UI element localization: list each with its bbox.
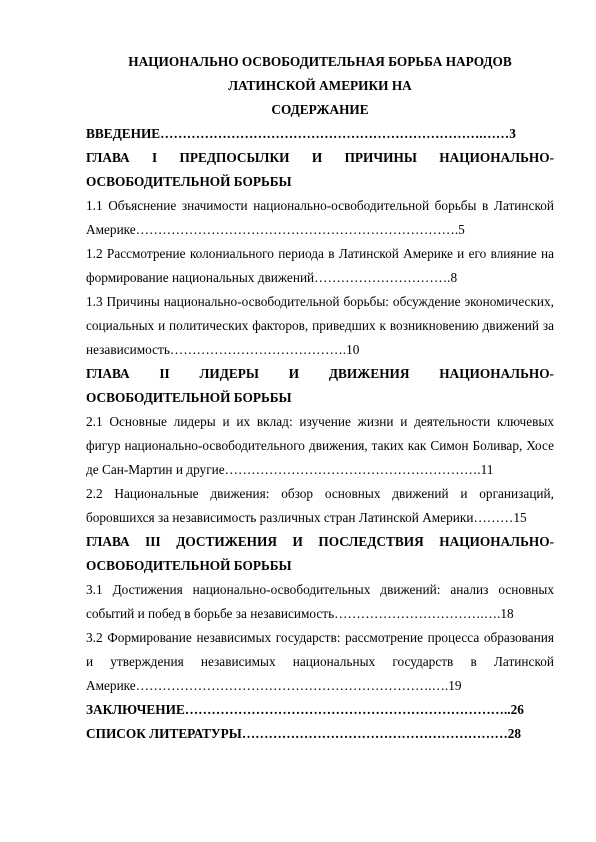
toc-entry-2-1: 2.1 Основные лидеры и их вклад: изучение жизни и деятельности ключевых фигур национально-освободительного движения, таких как Симон Боливар, Хосе де Сан-Мартин и другие………………………………………………….11 [86, 414, 554, 477]
document-title-line-1: НАЦИОНАЛЬНО ОСВОБОДИТЕЛЬНАЯ БОРЬБА НАРОДОВ [128, 54, 512, 69]
toc-entry-2-2: 2.2 Национальные движения: обзор основных движений и организаций, боровшихся за независимость различных стран Латинской Америки………15 [86, 486, 554, 525]
toc-entry-introduction: ВВЕДЕНИЕ……………………………………………………………….……3 [86, 126, 516, 141]
toc-entry-chapter-1: ГЛАВА I ПРЕДПОСЫЛКИ И ПРИЧИНЫ НАЦИОНАЛЬНО-ОСВОБОДИТЕЛЬНОЙ БОРЬБЫ [86, 150, 554, 189]
toc-entry-3-1: 3.1 Достижения национально-освободительных движений: анализ основных событий и побед в борьбе за независимость…………………………….….18 [86, 582, 554, 621]
toc-entry-chapter-3: ГЛАВА III ДОСТИЖЕНИЯ И ПОСЛЕДСТВИЯ НАЦИОНАЛЬНО-ОСВОБОДИТЕЛЬНОЙ БОРЬБЫ [86, 534, 554, 573]
toc-entry-chapter-2: ГЛАВА II ЛИДЕРЫ И ДВИЖЕНИЯ НАЦИОНАЛЬНО-ОСВОБОДИТЕЛЬНОЙ БОРЬБЫ [86, 366, 554, 405]
document-page [86, 50, 554, 746]
toc-entry-conclusion: ЗАКЛЮЧЕНИЕ………………………………………………………………..26 [86, 702, 524, 717]
contents-heading: СОДЕРЖАНИЕ [271, 102, 369, 117]
toc-entry-1-2: 1.2 Рассмотрение колониального периода в Латинской Америке и его влияние на формирование национальных движений………………………….8 [86, 246, 554, 285]
toc-entry-bibliography: СПИСОК ЛИТЕРАТУРЫ……………………………………………………28 [86, 726, 522, 741]
toc-entry-3-2: 3.2 Формирование независимых государств: рассмотрение процесса образования и утверждения независимых национальных государств в Латинской Америке………………………………………………………….….19 [86, 630, 554, 693]
toc-entry-1-1: 1.1 Объяснение значимости национально-освободительной борьбы в Латинской Америке……………………………………………………………….5 [86, 198, 554, 237]
toc-entry-1-3: 1.3 Причины национально-освободительной борьбы: обсуждение экономических, социальных и политических факторов, приведших к возникновению движений за независимость………………………………….10 [86, 294, 554, 357]
document-title-line-2: ЛАТИНСКОЙ АМЕРИКИ НА [228, 78, 412, 93]
